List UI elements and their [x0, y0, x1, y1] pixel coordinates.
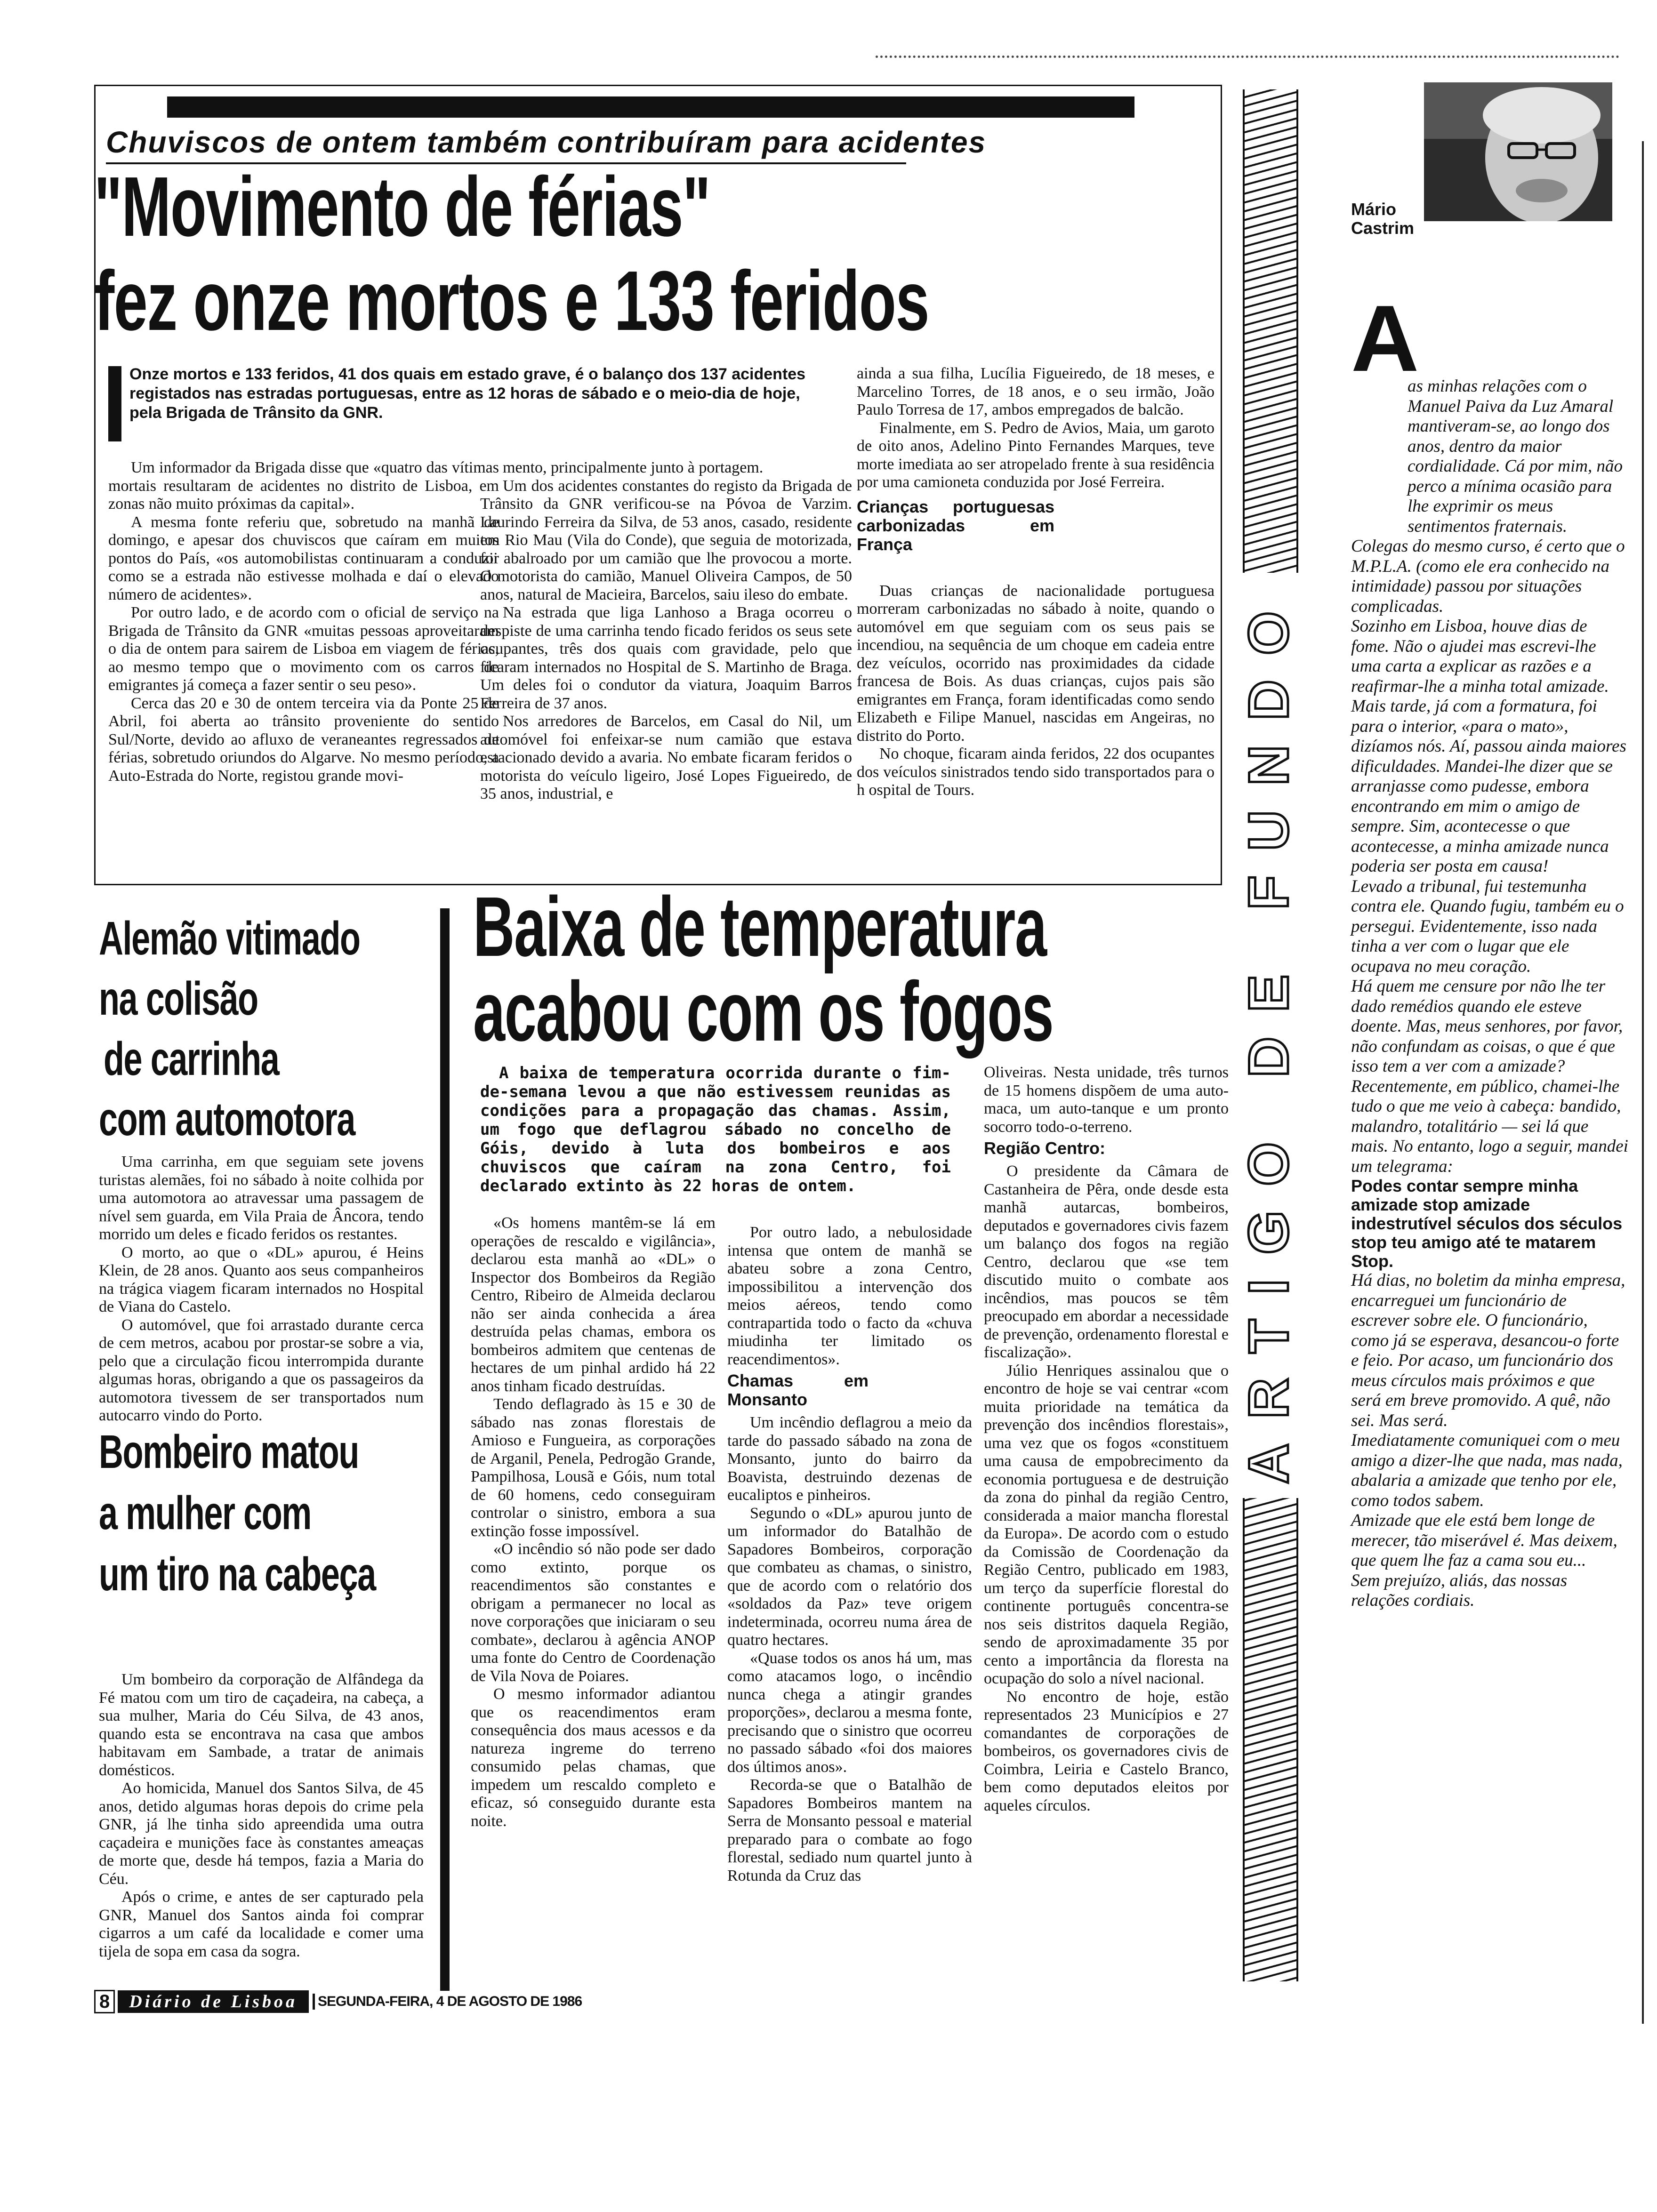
paragraph: Na estrada que liga Lanhoso a Braga ocorreu o despiste de uma carrinha tendo ficado feridos os seus sete ocupantes, três dos quais com gravidade, pelo que ficaram internados no Hospital de S. Martinho de Braga. Um deles foi o condutor da viatura, Joaquim Barros Ferreira de 37 anos. — [480, 604, 852, 712]
paragraph: Por outro lado, a nebulosidade intensa que ontem de manhã se abateu sobre a zona Centro, impossibilitou a intervenção dos meios aéreos, tendo como contrapartida todo o facto da «chuva miudinha ter limitado os reacendimentos». — [727, 1224, 972, 1368]
headline-line: Alemão vitimado — [99, 912, 360, 965]
paragraph: «Os homens mantêm-se lá em operações de rescaldo e vigilância», declarou esta manhã ao «DL» o Inspector dos Bombeiros da Região Centro, Ribeiro de Almeida declarou não ser ainda conhecida a área destruída pelas chamas, embora os bombeiros admitem que centenas de hectares de um pinhal ardido há 22 anos tinham ficado destruídas. — [471, 1214, 716, 1395]
paragraph: Um incêndio deflagrou a meio da tarde do passado sábado na zona de Monsanto, junto do bairro da Boavista, destruindo dezenas de eucaliptos e pinheiros. — [727, 1414, 972, 1504]
headline-line: de carrinha — [104, 1033, 279, 1085]
paragraph: Por outro lado, e de acordo com o oficial de serviço na Brigada de Trânsito da GNR «muitas pessoas aproveitaram o dia de ontem para sairem de Lisboa em viagem de férias, ao mesmo tempo que o movimento com os carros de emigrantes já começa a fazer sentir o seu peso». — [108, 604, 499, 694]
aleman-body — [99, 1153, 424, 1425]
paragraph: Ao homicida, Manuel dos Santos Silva, de 45 anos, detido algumas horas depois do crime pela GNR, já lhe tinha sido apreendida uma outra caçadeira e munições face às constantes ameaças de morte que, desde há tempos, fazia a Maria do Céu. — [99, 1779, 424, 1888]
paragraph: A mesma fonte referiu que, sobretudo na manhã de domingo, e apesar dos chuviscos que caíram em muitos pontos do País, «os automobilistas continuaram a conduzir como se a estrada não estivesse molhada e daí o elevado número de acidentes». — [108, 513, 499, 603]
paragraph: Levado a tribunal, fui testemunha contra ele. Quando fugiu, também eu o persegui. Evidentemente, isso nada tinha a ver com o lugar que ele ocupava no meu coração. — [1351, 876, 1624, 976]
fogos-column-3 — [984, 1064, 1229, 1815]
paragraph: Uma carrinha, em que seguiam sete jovens turistas alemães, foi no sábado à noite colhida por uma automotora ao atravessar uma passagem de nível sem guarda, em Vila Praia de Âncora, tendo morrido um deles e ficado feridos os restantes. — [99, 1153, 424, 1243]
bombeiro-headline — [99, 1421, 438, 1605]
subheading: Região Centro: — [984, 1138, 1106, 1158]
opinion-dropcap: A — [1351, 286, 1419, 391]
footer-bar — [94, 1990, 781, 2013]
right-edge-rule — [1642, 141, 1644, 2024]
paragraph: Colegas do mesmo curso, é certo que o M.P.L.A. (como ele era conhecido na intimidade) passou por situações complicadas. — [1351, 537, 1625, 616]
paragraph: Há quem me censure por não lhe ter dado remédios quando ele esteve doente. Mas, meus senhores, por favor, não confundam as coisas, o que é que isso tem a ver com a amizade? — [1351, 977, 1623, 1076]
paragraph: ainda a sua filha, Lucília Figueiredo, de 18 meses, e Marcelino Torres, de 18 anos, e o seu irmão, João Paulo Torresa de 17, ambos empregados de balcão. — [857, 365, 1215, 418]
fogos-headline-1: Baixa de temperatura — [473, 880, 1046, 974]
paragraph: Sozinho em Lisboa, houve dias de fome. Não o ajudei mas escrevi-lhe uma carta a explicar as razões e a reafirmar-lhe a minha total amizade. — [1351, 617, 1609, 696]
paragraph: Após o crime, e antes de ser capturado pela GNR, Manuel dos Santos ainda foi comprar cigarros a um café da localidade e comer uma tijela de sopa em casa da sogra. — [99, 1888, 424, 1960]
masthead: Diário de Lisboa — [118, 1990, 309, 2013]
paragraph: O mesmo informador adiantou que os reacendimentos eram consequência dos maus acessos e da natureza ingreme do terreno consumido pelas chamas, que impedem um rescaldo completo e eficaz, só conseguido durante esta noite. — [471, 1685, 716, 1830]
bombeiro-body — [99, 1671, 424, 1961]
paragraph: Duas crianças de nacionalidade portuguesa morreram carbonizadas no sábado à noite, quando o automóvel em que seguiam com os seus pais se incendiou, na sequência de um choque em cadeia entre dez veículos, ocorrido nas proximidades da cidade francesa de Bois. As duas crianças, cujos pais são emigrantes em França, foram identificadas como sendo Elizabeth e Filipe Manuel, nascidas em Angeiras, no distrito do Porto. — [857, 582, 1215, 745]
fogos-headline-2: acabou com os fogos — [473, 964, 1054, 1059]
paragraph: Sem prejuízo, aliás, das nossas relações cordiais. — [1351, 1571, 1568, 1610]
fogos-column-1 — [471, 1214, 716, 1830]
paragraph: Imediatamente comuniquei com o meu amigo a dizer-lhe que nada, mas nada, abalaria a amizade que tenho por ele, como todos sabem. — [1351, 1431, 1623, 1510]
headline-line: um tiro na cabeça — [99, 1548, 376, 1601]
top-story-lead: Onze mortos e 133 feridos, 41 dos quais em estado grave, é o balanço dos 137 acidentes registados nas estradas portuguesas, entre as 12 horas de sábado e o meio-dia de hoje, pela Brigada de Trânsito da GNR. — [129, 365, 806, 422]
subheading: Crianças portuguesas carbonizadas em França — [857, 497, 1054, 554]
paragraph: O presidente da Câmara de Castanheira de Pêra, onde desde esta manhã autarcas, bombeiros, deputados e governadores civis fazem um balanço dos fogos na região Centro, declarou que «se tem discutido muito o combate aos incêndios, mas poucos se têm preocupado em abordar a necessidade de prevenção, ordenamento florestal e fiscalização». — [984, 1162, 1229, 1361]
aleman-headline — [99, 908, 438, 1149]
paragraph: No choque, ficaram ainda feridos, 22 dos ocupantes dos veículos sinistrados tendo sido transportados para o h ospital de Tours. — [857, 745, 1215, 799]
paragraph: Cerca das 20 e 30 de ontem terceira via da Ponte 25 de Abril, foi aberta ao trânsito proveniente do sentido Sul/Norte, devido ao afluxo de veraneantes regressados de férias, sobretudo oriundos do Algarve. No mesmo período, a Auto-Estrada do Norte, registou grande movi- — [108, 694, 499, 785]
headline-line: com automotora — [99, 1093, 355, 1146]
vertical-title: ARTIGO DE FUNDO — [1236, 573, 1301, 1499]
headline-line: Bombeiro matou — [99, 1426, 359, 1478]
paragraph: Recentemente, em público, chamei-lhe tudo o que me veio à cabeça: bandido, malandro, totalitário — sei lá que mais. No entanto, logo a seguir, mandei um telegrama: — [1351, 1076, 1628, 1176]
top-story-headline-1: "Movimento de férias" — [94, 160, 710, 254]
paragraph: Oliveiras. Nesta unidade, três turnos de 15 homens dispõem de uma auto-maca, um auto-tanque e um pronto socorro todo-o-terreno. — [984, 1064, 1229, 1136]
paragraph: Há dias, no boletim da minha empresa, encarreguei um funcionário de escrever sobre ele. O funcionário, como já se esperava, desancou-o forte e feio. Por acaso, um funcionário dos meus círculos mais próximos e que será em breve promovido. A quê, não sei. Mas será. — [1351, 1271, 1625, 1430]
lead-marker — [108, 366, 121, 441]
top-story-column-2 — [480, 459, 852, 803]
portrait-image — [1424, 82, 1612, 221]
opinion-body — [1351, 377, 1629, 1611]
top-story-black-bar — [167, 96, 1134, 118]
top-story-column-1 — [108, 459, 499, 785]
author-last-name: Castrim — [1351, 218, 1415, 238]
paragraph: Segundo o «DL» apurou junto de um informador do Batalhão de Sapadores Bombeiros, corporação que combateu as chamas, o sinistro, que de acordo com o relatório dos «soldados da Paz» teve origem indeterminada, ocorreu numa área de quatro hectares. — [727, 1504, 972, 1649]
paragraph: Amizade que ele está bem longe de merecer, tão miserável é. Mas deixem, que quem lhe faz a cama sou eu... — [1351, 1511, 1617, 1570]
paragraph: Finalmente, em S. Pedro de Avios, Maia, um garoto de oito anos, Adelino Pinto Fernandes Marques, teve morte imediata ao ser atropelado frente à sua residência por uma camioneta conduzida por José Ferreira. — [857, 419, 1215, 491]
paragraph: mento, principalmente junto à portagem. — [503, 459, 764, 476]
vertical-title-label-holder — [1237, 118, 1300, 1953]
telegram-text: Podes contar sempre minha amizade stop amizade indestrutível séculos dos séculos stop teu amigo até te matarem Stop. — [1351, 1176, 1623, 1271]
paragraph: Júlio Henriques assinalou que o encontro de hoje se vai centrar «com muita prioridade na temática da prevenção dos incêndios florestais», uma vez que os fogos «constituem uma causa de empobrecimento da economia portuguesa e de destruição da zona do pinhal da região Centro, considerada a maior mancha florestal da Europa». De acordo com o estudo da Comissão de Coordenação da Região Centro, publicado em 1983, um terço da superfície florestal do continente português concentra-se nos seis distritos daquela Região, sendo de aproximadamente 35 por cento a importância da floresta na ocupação do solo a nível nacional. — [984, 1362, 1229, 1687]
paragraph: Um bombeiro da corporação de Alfândega da Fé matou com um tiro de caçadeira, na cabeça, a sua mulher, Maria do Céu Silva, de 43 anos, quando esta se encontrava na casa que ambos habitavam em Sambade, a tratar de animais domésticos. — [99, 1671, 424, 1779]
fogos-headline-marker — [440, 908, 450, 1991]
top-story-headline-2: fez onze mortos e 133 feridos — [94, 254, 929, 348]
top-story-column-3 — [857, 365, 1215, 800]
paragraph: Recorda-se que o Batalhão de Sapadores Bombeiros mantem na Serra de Monsanto pessoal e material preparado para o combate ao fogo florestal, sediado num quartel junto à Rotunda da Cruz das — [727, 1776, 972, 1884]
fogos-lead: A baixa de temperatura ocorrida durante o fim-de-semana levou a que não estivessem reunidas as condições para a propagação das chamas. Assim, um fogo que deflagrou sábado no concelho de Góis, devido à luta dos bombeiros e aos chuviscos que caíram na zona Centro, foi declarado extinto às 22 horas de ontem. — [480, 1064, 951, 1195]
top-edge-rule — [876, 56, 1619, 58]
paragraph: «O incêndio só não pode ser dado como extinto, porque os reacendimentos são constantes e obrigam a permanecer no local as nove corporações que iniciaram o seu combate», declarou à agência ANOP uma fonte do Centro de Coordenação de Vila Nova de Poiares. — [471, 1540, 716, 1685]
paragraph: as minhas relações com o Manuel Paiva da Luz Amaral mantiveram-se, ao longo dos anos, dentro da maior cordialidade. Cá por mim, não perco a mínima ocasião para lhe exprimir os meus sentimentos fraternais. — [1408, 377, 1623, 536]
paragraph: O morto, ao que o «DL» apurou, é Heins Klein, de 28 anos. Quanto aos seus companheiros na trágica viagem ficaram internados no Hospital de Viana do Castelo. — [99, 1243, 424, 1315]
headline-line: a mulher com — [99, 1487, 311, 1539]
paragraph: Um dos acidentes constantes do registo da Brigada de Trânsito da GNR verificou-se na Póvoa de Varzim. Laurindo Ferreira da Silva, de 53 anos, casado, residente em Rio Mau (Vila do Conde), que seguia de motorizada, foi abalroado por um camião que lhe provocou a morte. O motorista do camião, Manuel Oliveira Campos, de 50 anos, natural de Macieira, Barcelos, saiu ileso do embate. — [480, 477, 852, 603]
page-number: 8 — [94, 1990, 115, 2013]
paragraph: «Quase todos os anos há um, mas como atacamos logo, o incêndio nunca chega a atingir grandes proporções», declarou a mesma fonte, precisando que o sinistro que ocorreu no passado sábado «foi dos maiores dos últimos anos». — [727, 1649, 972, 1776]
headline-line: na colisão — [99, 972, 258, 1025]
paragraph: Nos arredores de Barcelos, em Casal do Nil, um automóvel foi enfeixar-se num camião que estava estacionado devido a avaria. No embate ficaram feridos o motorista do veículo ligeiro, José Lopes Figueiredo, de 35 anos, industrial, e — [480, 713, 852, 802]
top-story-kicker: Chuviscos de ontem também contribuíram para acidentes — [106, 125, 987, 159]
footer-date: SEGUNDA-FEIRA, 4 DE AGOSTO DE 1986 — [313, 1994, 582, 2010]
paragraph: O automóvel, que foi arrastado durante cerca de cem metros, acabou por prostar-se sobre a via, pelo que a circulação ficou interrompida durante algumas horas, obrigando a que os passageiros da automotora tivessem de ser transportados num autocarro vindo do Porto. — [99, 1316, 424, 1424]
paragraph: No encontro de hoje, estão representados 23 Municípios e 27 comandantes de corporações de bombeiros, os governadores civis de Coimbra, Leiria e Castelo Branco, bem como deputados eleitos por aqueles círculos. — [984, 1688, 1229, 1814]
subheading: Chamas em Monsanto — [727, 1371, 869, 1409]
author-photo — [1424, 82, 1612, 221]
author-first-name: Mário — [1351, 200, 1397, 219]
author-name — [1351, 200, 1414, 238]
paragraph: Um informador da Brigada disse que «quatro das vítimas mortais resultaram de acidentes no distrito de Lisboa, em zonas não muito próximas da capital». — [108, 459, 499, 513]
fogos-column-2 — [727, 1224, 972, 1885]
paragraph: Tendo deflagrado às 15 e 30 de sábado nas zonas florestais de Amioso e Fungueira, as corporações de Arganil, Penela, Pedrogão Grande, Pampilhosa, Lousã e Góis, num total de 60 homens, cedo conseguiram controlar o sinistro, embora a sua extinção fosse impossível. — [471, 1395, 716, 1540]
paragraph: Mais tarde, já com a formatura, foi para o interior, «para o mato», dizíamos nós. Aí, passou ainda maiores dificuldades. Mandei-lhe dizer que se arranjasse como pudesse, embora encontrando em mim o amigo de sempre. Sim, acontecesse o que acontecesse, a minha amizade nunca poderia ser posta em causa! — [1351, 697, 1626, 876]
